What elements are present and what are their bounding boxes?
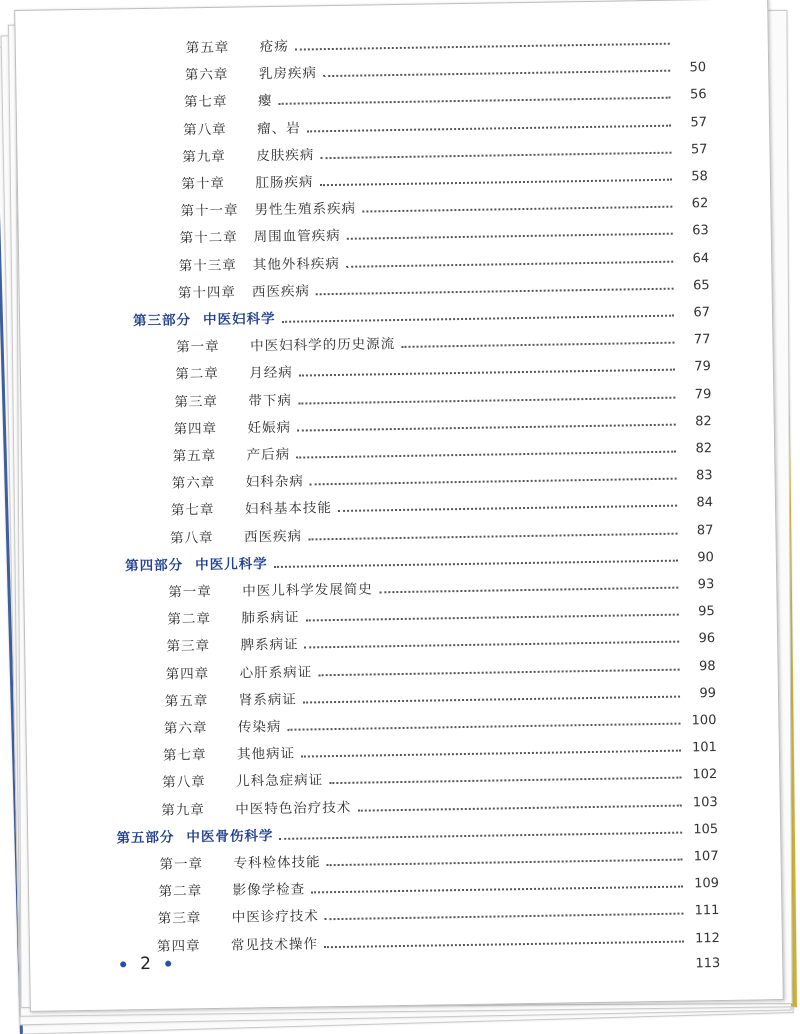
chapter-title: 肺系病证 (241, 609, 300, 627)
chapter-title: 西医疾病 (243, 528, 303, 546)
chapter-label: 第五章 (164, 692, 209, 710)
chapter-label: 第十一章 (180, 202, 239, 220)
part-label: 第四部分 (125, 557, 184, 575)
chapter-label: 第三章 (166, 638, 211, 656)
toc-chapter-row (186, 24, 706, 56)
footer-bullet-icon (120, 961, 126, 967)
chapter-title: 心肝系病证 (239, 663, 313, 682)
chapter-label: 第九章 (182, 148, 226, 166)
chapter-title: 皮肤疾病 (256, 147, 315, 164)
chapter-title: 其他病证 (236, 745, 296, 763)
chapter-title: 乳房疾病 (258, 65, 318, 83)
chapter-title: 肾系病证 (238, 691, 297, 709)
page-ref: 90 (697, 549, 714, 566)
chapter-title: 影像学检查 (232, 881, 306, 899)
dot-leader (379, 587, 678, 594)
part-title: 中医儿科学 (195, 555, 268, 574)
chapter-title: 儿科急症病证 (236, 772, 324, 790)
chapter-label: 第七章 (170, 502, 215, 519)
page-ref: 77 (693, 332, 711, 348)
dot-leader (318, 668, 679, 676)
page-ref: 62 (691, 196, 709, 212)
page-number: 2 (140, 953, 152, 975)
toc-chapter-row (157, 922, 720, 955)
page-ref: 101 (691, 740, 717, 756)
footer-bullet-icon (165, 961, 171, 967)
page-ref: 93 (697, 577, 715, 593)
page-footer (120, 954, 171, 975)
dot-leader (347, 233, 673, 240)
page-ref: 63 (692, 223, 709, 239)
page-ref: 107 (693, 849, 719, 865)
chapter-title: 脾系病证 (240, 636, 299, 654)
page-ref: 67 (693, 305, 711, 321)
chapter-label: 第四章 (156, 937, 201, 955)
chapter-label: 第一章 (176, 338, 220, 356)
page-ref: 58 (691, 169, 708, 185)
page-ref: 57 (690, 141, 708, 158)
dot-leader (338, 505, 677, 512)
dot-leader (298, 396, 675, 404)
dot-leader (305, 614, 678, 622)
page-ref: 87 (696, 522, 714, 538)
page-ref: 109 (694, 876, 720, 892)
chapter-label: 第二章 (175, 366, 219, 383)
dot-leader (346, 260, 673, 267)
chapter-title: 瘤、岩 (257, 120, 301, 137)
toc-chapter-row (184, 79, 707, 111)
page-ref: 96 (698, 631, 716, 647)
chapter-title: 常见技术操作 (230, 935, 319, 954)
dot-leader (299, 369, 675, 377)
dot-leader (319, 179, 671, 187)
page-ref: 99 (699, 685, 717, 702)
chapter-title: 产后病 (246, 446, 291, 464)
dot-leader (329, 777, 681, 785)
page-ref: 56 (689, 87, 707, 103)
part-title: 中医骨伤科学 (186, 827, 274, 846)
chapter-label: 第二章 (158, 883, 203, 901)
chapter-label: 第七章 (162, 747, 207, 764)
chapter-title: 中医特色治疗技术 (235, 799, 352, 818)
chapter-label: 第六章 (184, 66, 229, 84)
chapter-title: 周围血管疾病 (253, 228, 341, 246)
part-title: 中医妇科学 (202, 310, 276, 329)
dot-leader (310, 478, 677, 486)
dot-leader (324, 940, 684, 948)
chapter-label: 第十四章 (177, 284, 237, 302)
chapter-title: 妇科基本技能 (244, 500, 333, 518)
page-ref: 82 (695, 413, 712, 430)
chapter-label: 第八章 (169, 529, 214, 547)
page-ref: 102 (692, 767, 718, 783)
chapter-label: 第八章 (162, 774, 206, 792)
dot-leader (296, 451, 676, 459)
toc-chapter-row (182, 133, 707, 165)
dot-leader (305, 641, 680, 649)
page-ref: 82 (695, 441, 713, 457)
page-ref: 98 (698, 658, 716, 674)
chapter-label: 第三章 (174, 393, 219, 411)
chapter-label: 第一章 (168, 583, 212, 601)
chapter-label: 第四章 (165, 665, 210, 683)
dot-leader (282, 315, 674, 323)
dot-leader (357, 804, 681, 811)
chapter-title: 妇科杂病 (245, 473, 304, 491)
chapter-label: 第一章 (159, 856, 204, 873)
chapter-label: 第二章 (167, 611, 212, 628)
chapter-label: 第九章 (161, 801, 205, 819)
dot-leader (401, 342, 674, 348)
dot-leader (316, 287, 674, 295)
dot-leader (279, 97, 671, 105)
chapter-label: 第三章 (157, 910, 202, 928)
page-ref: 113 (695, 955, 721, 972)
chapter-label: 第五章 (172, 447, 217, 465)
dot-leader (295, 43, 670, 51)
chapter-title: 疮疡 (259, 38, 289, 56)
page-ref: 64 (692, 250, 710, 266)
page-ref: 79 (694, 386, 712, 402)
chapter-title: 带下病 (248, 392, 293, 409)
page-ref: 83 (695, 468, 713, 484)
chapter-label: 第六章 (163, 720, 208, 737)
page-ref: 105 (693, 821, 719, 838)
chapter-label: 第十三章 (178, 257, 237, 275)
page-ref: 103 (692, 794, 718, 811)
chapter-label: 第五章 (185, 39, 230, 57)
trailing-page-ref (660, 947, 720, 972)
page-ref: 112 (694, 930, 720, 946)
part-label: 第五部分 (116, 829, 175, 847)
page-ref: 95 (698, 604, 715, 620)
page-ref: 100 (691, 713, 717, 729)
dot-leader (311, 886, 683, 894)
chapter-label: 第十二章 (179, 229, 238, 247)
dot-leader (303, 695, 680, 703)
toc-chapter-row (183, 106, 707, 138)
dot-leader (325, 913, 684, 921)
page-ref: 50 (689, 60, 707, 76)
chapter-title: 专科检体技能 (233, 854, 321, 872)
chapter-title: 西医疾病 (251, 283, 311, 301)
dot-leader (320, 151, 671, 159)
part-label: 第三部分 (132, 312, 192, 330)
dot-leader (297, 423, 676, 431)
page-ref: 57 (690, 114, 708, 130)
dot-leader (280, 831, 683, 839)
chapter-title: 中医诊疗技术 (231, 908, 319, 927)
dot-leader (274, 559, 678, 567)
chapter-title: 肛肠疾病 (255, 174, 314, 192)
chapter-label: 第七章 (183, 94, 228, 111)
dot-leader (288, 723, 681, 731)
dot-leader (362, 206, 672, 213)
dot-leader (327, 859, 683, 867)
chapter-label: 第四章 (173, 420, 218, 438)
chapter-title: 月经病 (249, 365, 293, 382)
chapter-label: 第十章 (181, 175, 226, 193)
chapter-title: 传染病 (237, 718, 282, 736)
chapter-title: 其他外科疾病 (252, 255, 340, 273)
table-of-contents (15, 0, 783, 1011)
chapter-label: 第六章 (171, 475, 216, 492)
chapter-title: 中医儿科学发展简史 (242, 581, 373, 600)
chapter-title: 中医妇科学的历史源流 (250, 336, 396, 355)
chapter-label: 第八章 (183, 121, 227, 138)
page-ref: 111 (694, 903, 720, 919)
page-ref: 65 (692, 277, 710, 294)
page-ref: 79 (694, 359, 711, 375)
dot-leader (301, 750, 681, 758)
dot-leader (308, 532, 677, 540)
page-ref: 84 (696, 495, 714, 511)
chapter-title: 男性生殖系疾病 (254, 200, 357, 219)
toc-page (14, 0, 784, 1012)
dot-leader (323, 70, 670, 77)
chapter-title: 瘿 (257, 93, 273, 110)
toc-chapter-row (185, 51, 707, 83)
dot-leader (307, 124, 671, 132)
chapter-title: 妊娠病 (247, 419, 292, 437)
